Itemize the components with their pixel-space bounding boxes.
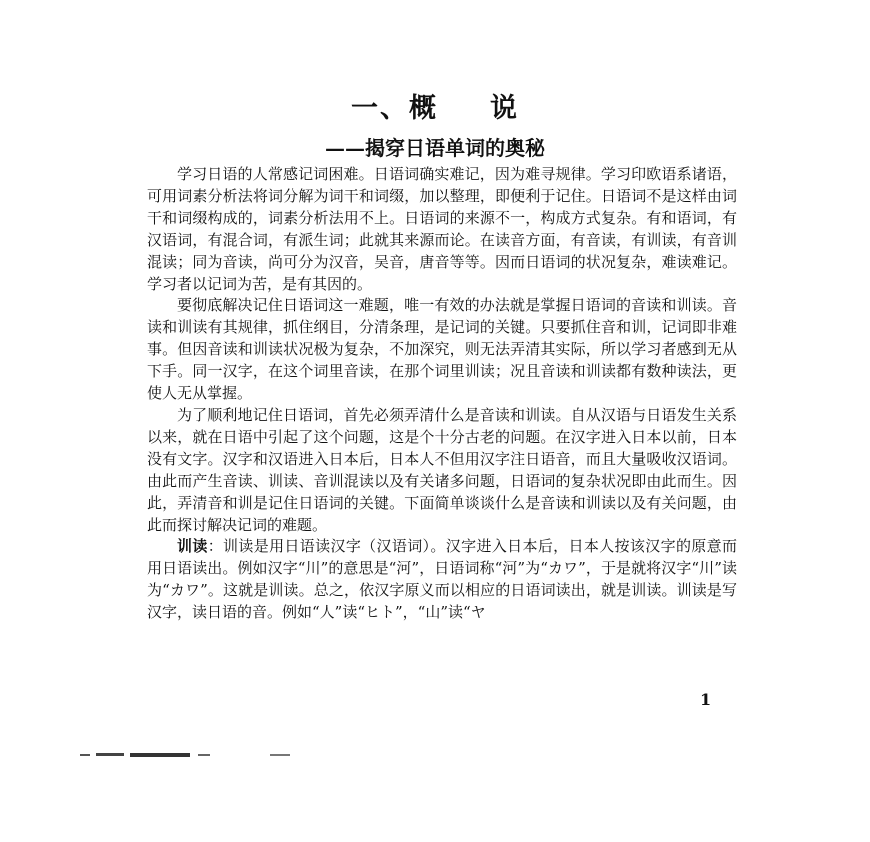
chapter-title-part2: 说 bbox=[490, 93, 519, 124]
page-number: 1 bbox=[700, 690, 712, 709]
paragraph-definition bbox=[147, 536, 737, 624]
paragraph-1: 学习日语的人常感记词困难。日语词确实难记，因为难寻规律。学习印欧语系诸语，可用词素分析法将词分解为词干和词缀，加以整理，即便利于记住。日语词不是这样由词干和词缀构成的，词素分析法用不上。日语词的来源不一，构成方式复杂。有和语词，有汉语词，有混合词，有派生词；此就其来源而论。在读音方面，有音读，有训读，有音训混读；同为音读，尚可分为汉音，吴音，唐音等等。因而日语词的状况复杂，难读难记。学习者以记词为苦，是有其因的。 bbox=[147, 165, 737, 293]
chapter-title bbox=[0, 86, 870, 125]
paragraph-3: 为了顺利地记住日语词，首先必须弄清什么是音读和训读。自从汉语与日语发生关系以来，就在日语中引起了这个问题，这是个十分古老的问题。在汉字进入日本以前，日本没有文字。汉字和汉语进入日本后，日本人不但用汉字注日语音，而且大量吸收汉语词。由此而产生音读、训读、音训混读以及有关诸多问题，日语词的复杂状况即由此而生。因此，弄清音和训是记住日语词的关键。下面简单谈谈什么是音读和训读以及有关问题，由此而探讨解决记词的难题。 bbox=[147, 405, 737, 534]
definition-text: ：训读是用日语读汉字（汉语词）。汉字进入日本后，日本人按该汉字的原意而用日语读出。例如汉字“川”的意思是“河”，日语词称“河”为“カワ”，于是就将汉字“川”读为“カワ”。这就是训读。总之，依汉字原义而以相应的日语词读出，就是训读。训读是写汉字，读日语的音。例如“人”读“ヒト”，“山”读“ヤ bbox=[147, 537, 737, 622]
body-text bbox=[147, 164, 737, 624]
scan-noise-decoration bbox=[80, 750, 440, 760]
chapter-number: 一、 bbox=[351, 93, 409, 124]
paragraph-2: 要彻底解决记住日语词这一难题，唯一有效的办法就是掌握日语词的音读和训读。音读和训读有其规律，抓住纲目，分清条理，是记词的关键。只要抓住音和训，记词即非难事。但因音读和训读状况极为复杂，不加深究，则无法弄清其实际，所以学习者感到无从下手。同一汉字，在这个词里音读，在那个词里训读；况且音读和训读都有数种读法，更使人无从掌握。 bbox=[147, 296, 737, 403]
definition-term: 训读 bbox=[177, 537, 208, 556]
chapter-subtitle: ——揭穿日语单词的奥秘 bbox=[325, 136, 545, 160]
chapter-title-part1: 概 bbox=[409, 93, 438, 124]
